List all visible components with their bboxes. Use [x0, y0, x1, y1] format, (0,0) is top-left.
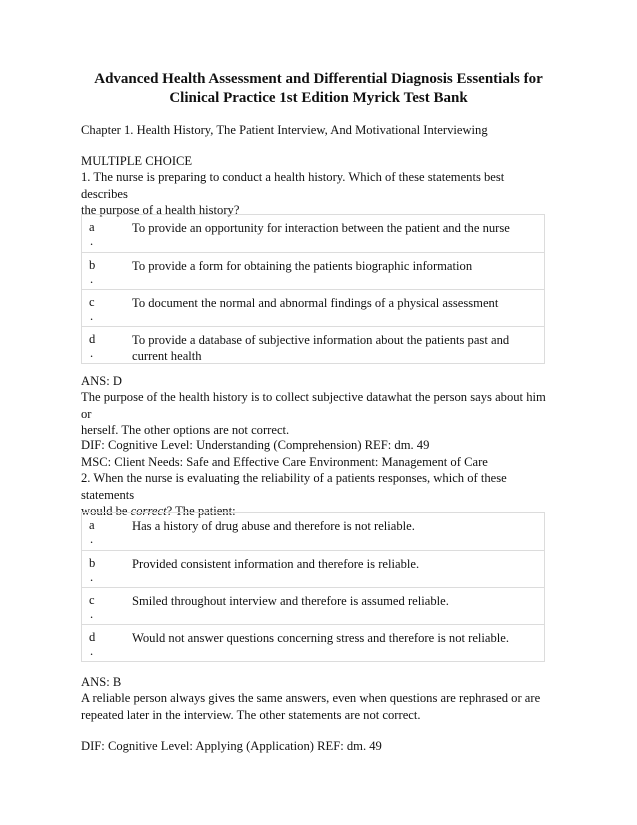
option-text: Provided consistent information and therefore is reliable.: [132, 557, 420, 571]
option-text: Smiled throughout interview and therefore is assumed reliable.: [132, 594, 449, 608]
section-heading: MULTIPLE CHOICE: [81, 154, 193, 168]
option-text: To document the normal and abnormal findings of a physical assessment: [132, 296, 499, 310]
chapter-heading: Chapter 1. Health History, The Patient Interview, And Motivational Interviewing: [81, 123, 488, 137]
option-row-a: [82, 513, 544, 550]
question-1-stem: 1. The nurse is preparing to conduct a health history. Which of these statements best describes the purpose of a health history?: [81, 170, 505, 217]
option-letter: c .: [89, 593, 95, 621]
question-2-dif: DIF: Cognitive Level: Applying (Application) REF: dm. 49: [81, 739, 382, 753]
option-letter: b .: [89, 258, 96, 286]
option-text: To provide an opportunity for interaction between the patient and the nurse: [132, 221, 510, 235]
question-1-rationale: The purpose of the health history is to collect subjective datawhat the person says about him or herself. The other options are not correct.: [81, 390, 546, 437]
option-text: To provide a database of subjective information about the patients past and current health: [132, 333, 510, 363]
option-letter: d .: [89, 332, 96, 360]
question-2-answer: ANS: B: [81, 675, 122, 689]
title-line-1: Advanced Health Assessment and Differential Diagnosis Essentials for: [94, 71, 543, 87]
question-1-dif: DIF: Cognitive Level: Understanding (Comprehension) REF: dm. 49: [81, 438, 430, 452]
title-line-2: Clinical Practice 1st Edition Myrick Test Bank: [169, 90, 468, 106]
option-text: Would not answer questions concerning stress and therefore is not reliable.: [132, 631, 510, 645]
question-2-stem: 2. When the nurse is evaluating the reliability of a patients responses, which of these statements would be correct? The patient:: [81, 471, 507, 518]
option-letter: a .: [89, 220, 95, 248]
option-letter: b .: [89, 556, 96, 584]
option-row-b: [82, 550, 544, 587]
option-row-a: [82, 215, 544, 252]
option-row-d: [82, 624, 544, 661]
question-1-msc: MSC: Client Needs: Safe and Effective Care Environment: Management of Care: [81, 455, 488, 469]
option-text: Has a history of drug abuse and therefore is not reliable.: [132, 519, 415, 533]
option-row-c: [82, 587, 544, 624]
option-row-b: [82, 252, 544, 289]
option-row-c: [82, 289, 544, 326]
option-row-d: [82, 326, 544, 363]
option-letter: d .: [89, 630, 96, 658]
option-letter: a .: [89, 518, 95, 546]
question-2-options-table: [81, 512, 545, 662]
question-1-answer: ANS: D: [81, 374, 122, 388]
question-2-rationale: A reliable person always gives the same answers, even when questions are rephrased or are repeated later in the interview. The other statements are not correct.: [81, 691, 541, 722]
option-text: To provide a form for obtaining the patients biographic information: [132, 259, 473, 273]
option-letter: c .: [89, 295, 95, 323]
question-1-options-table: [81, 214, 545, 364]
document-title: [60, 70, 577, 108]
